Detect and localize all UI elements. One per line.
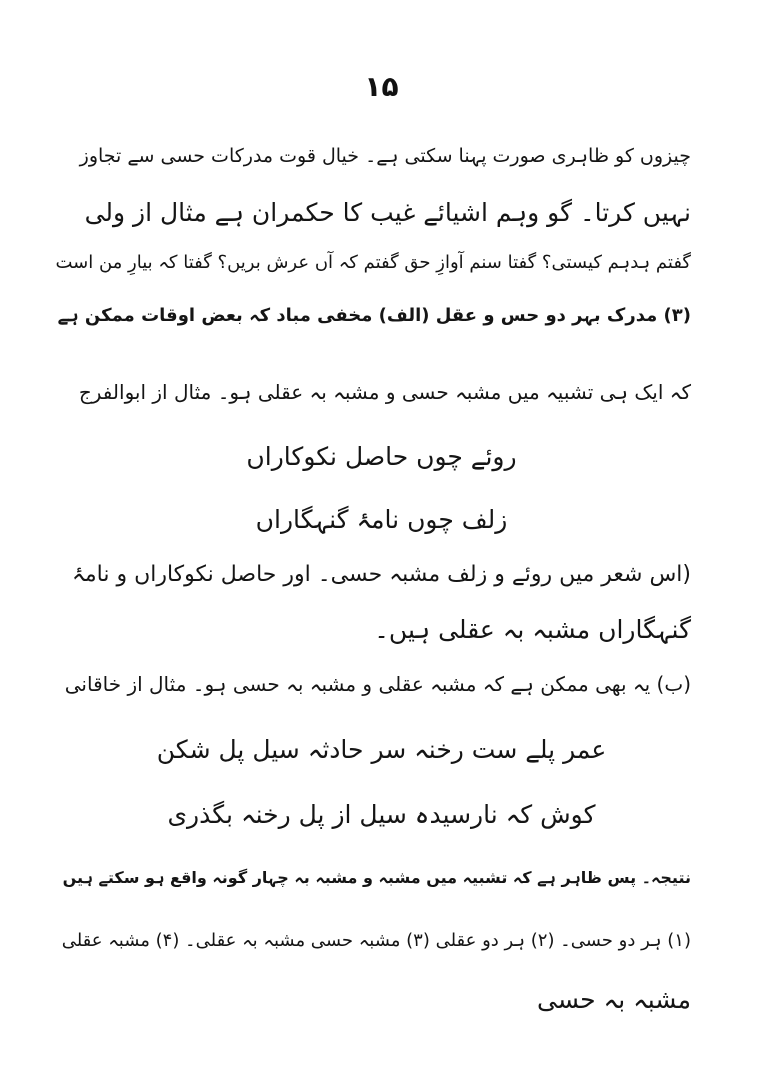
- text-line-2: نہیں کرتا۔ گو وہم اشیائے غیب کا حکمران ہے مثال از ولی: [84, 198, 691, 227]
- verse-couplet-2a: عمر پلے ست رخنہ سر حادثہ سیل پل شکن: [156, 735, 607, 764]
- verse-line-1: گفتم ہدہم کیستی؟ گفتا سنم آوازِ حق گفتم کہ آں عرش بریں؟ گفتا کہ بیارِ من است: [55, 252, 691, 273]
- text-line-1: چیزوں کو ظاہری صورت پہنا سکتی ہے۔ خیال قوت مدرکات حسی سے تجاوز: [79, 145, 691, 167]
- text-line-9: گنہگاراں مشبہ بہ عقلی ہیں۔: [374, 615, 691, 644]
- verse-couplet-1b: زلف چوں نامۂ گنہگاراں: [255, 505, 508, 534]
- text-line-5: کہ ایک ہی تشبیہ میں مشبہ حسی و مشبہ بہ عقلی ہو۔ مثال از ابوالفرج: [78, 380, 691, 404]
- section-heading-line: (۳) مدرک بہر دو حس و عقل (الف) مخفی مباد کہ بعض اوقات ممکن ہے: [57, 305, 691, 326]
- verse-couplet-1a: روئے چوں حاصل نکوکاراں: [246, 442, 517, 471]
- verse-couplet-2b: کوش کہ نارسیدہ سیل از پل رخنہ بگذری: [167, 800, 596, 829]
- text-line-8: (اس شعر میں روئے و زلف مشبہ حسی۔ اور حاصل نکوکاراں و نامۂ: [71, 562, 691, 587]
- page-number: ۱۵: [364, 70, 399, 103]
- text-line-14: (۱) ہر دو حسی۔ (۲) ہر دو عقلی (۳) مشبہ حسی مشبہ بہ عقلی۔ (۴) مشبہ عقلی: [61, 930, 691, 951]
- text-line-13: نتیجہ۔ پس ظاہر ہے کہ تشبیہ میں مشبہ و مشبہ بہ چہار گونہ واقع ہو سکتے ہیں: [62, 868, 691, 887]
- text-line-15: مشبہ بہ حسی: [537, 985, 691, 1014]
- text-line-10: (ب) یہ بھی ممکن ہے کہ مشبہ عقلی و مشبہ بہ حسی ہو۔ مثال از خاقانی: [64, 672, 691, 696]
